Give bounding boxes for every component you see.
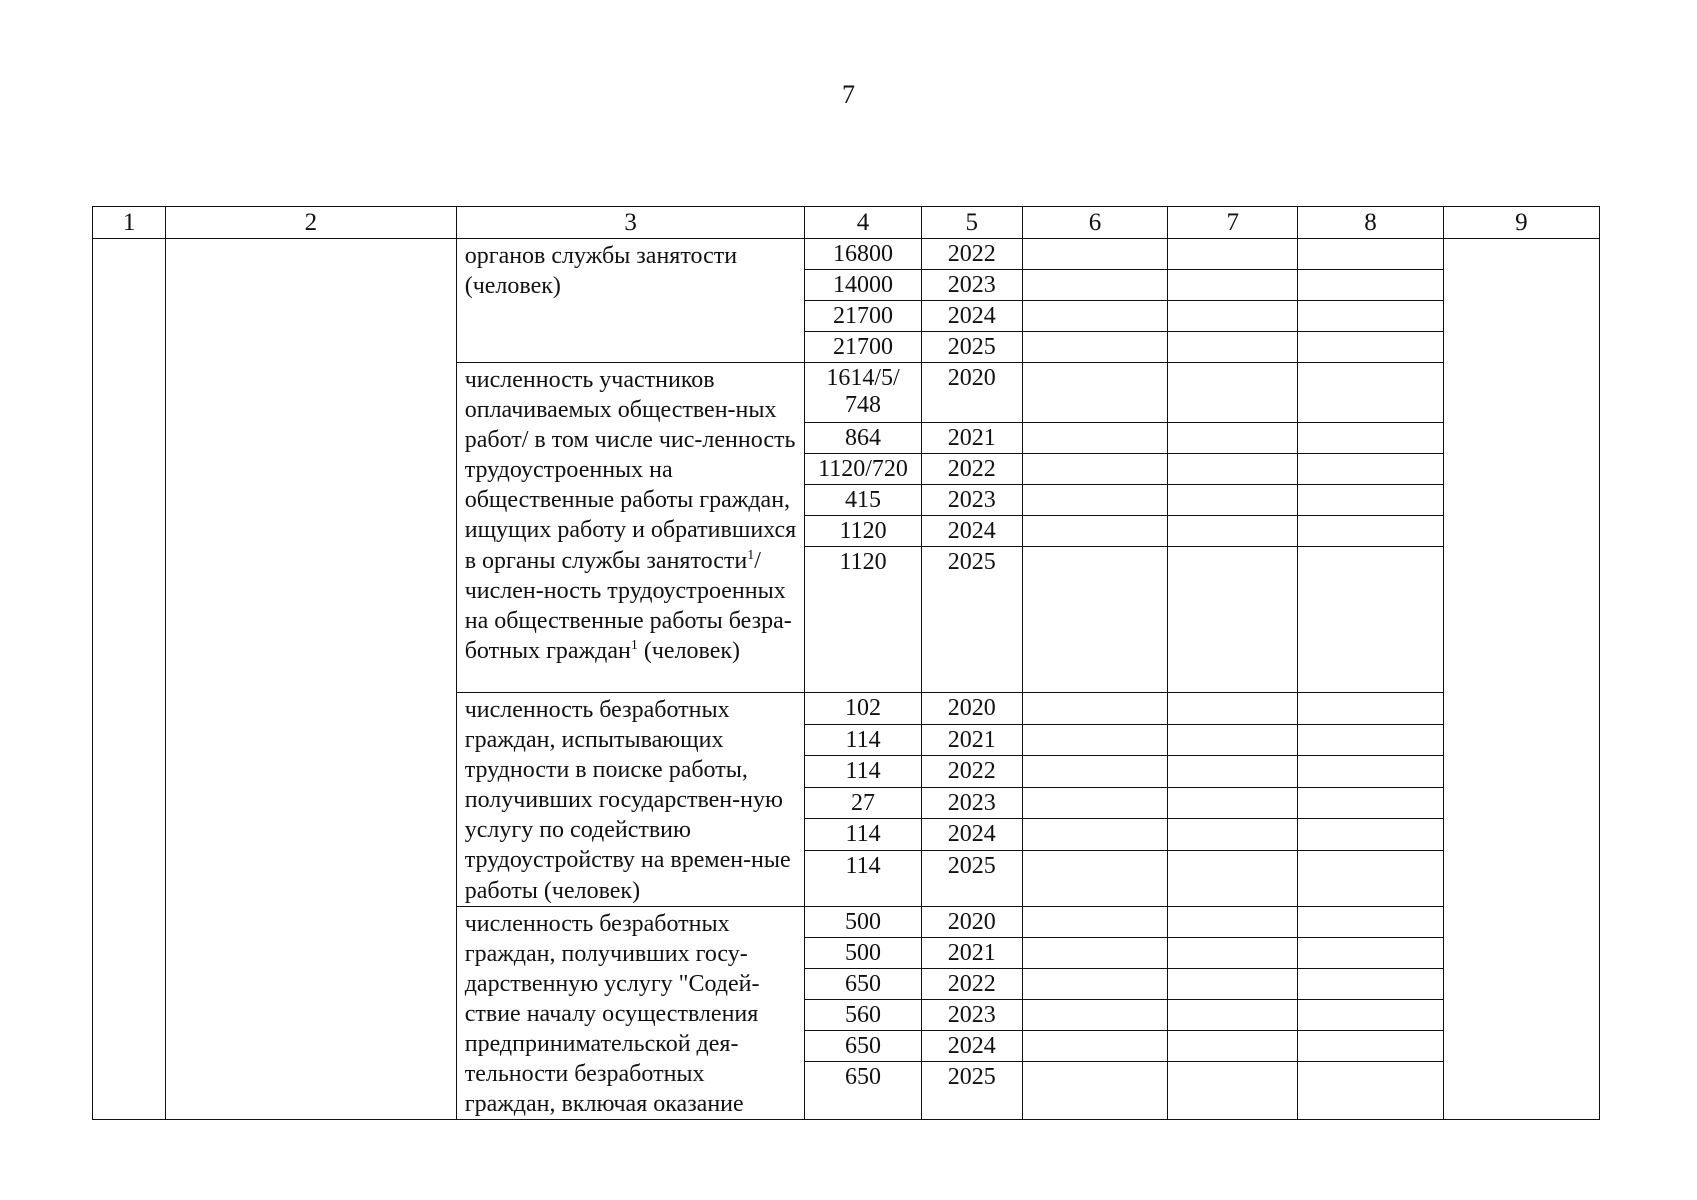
column-header-2: 2 <box>166 207 457 239</box>
indicator-year: 2024 <box>921 1031 1022 1062</box>
cell-col-8 <box>1298 937 1443 968</box>
cell-col-6 <box>1022 363 1167 423</box>
cell-col-8 <box>1298 756 1443 788</box>
cell-col-8 <box>1298 968 1443 999</box>
cell-col-6 <box>1022 270 1167 301</box>
cell-col-7 <box>1168 239 1298 270</box>
cell-col-1 <box>93 239 166 1120</box>
cell-col-7 <box>1168 301 1298 332</box>
cell-col-8 <box>1298 787 1443 819</box>
cell-col-7 <box>1168 270 1298 301</box>
indicator-value: 114 <box>805 724 921 756</box>
indicator-value: 114 <box>805 756 921 788</box>
cell-col-8 <box>1298 270 1443 301</box>
indicator-year: 2021 <box>921 724 1022 756</box>
cell-col-7 <box>1168 454 1298 485</box>
cell-col-7 <box>1168 1031 1298 1062</box>
cell-col-8 <box>1298 724 1443 756</box>
table-row <box>93 239 1600 270</box>
cell-col-6 <box>1022 693 1167 725</box>
column-header-5: 5 <box>921 207 1022 239</box>
indicator-year: 2022 <box>921 968 1022 999</box>
column-header-7: 7 <box>1168 207 1298 239</box>
cell-col-7 <box>1168 547 1298 693</box>
indicator-year: 2023 <box>921 270 1022 301</box>
indicator-year: 2023 <box>921 485 1022 516</box>
indicator-value: 650 <box>805 1062 921 1120</box>
indicator-value: 560 <box>805 999 921 1030</box>
cell-col-8 <box>1298 516 1443 547</box>
page-number: 7 <box>842 80 855 109</box>
indicator-year: 2020 <box>921 906 1022 937</box>
cell-col-7 <box>1168 485 1298 516</box>
column-header-8: 8 <box>1298 207 1443 239</box>
indicator-value: 650 <box>805 1031 921 1062</box>
cell-col-8 <box>1298 547 1443 693</box>
indicator-value: 21700 <box>805 332 921 363</box>
indicator-year: 2020 <box>921 363 1022 423</box>
cell-col-8 <box>1298 423 1443 454</box>
indicator-value: 415 <box>805 485 921 516</box>
indicator-description: органов службы занятости (человек) <box>456 239 805 363</box>
cell-col-9 <box>1443 239 1599 1120</box>
indicator-value: 1120/720 <box>805 454 921 485</box>
cell-col-6 <box>1022 516 1167 547</box>
indicator-value: 27 <box>805 787 921 819</box>
indicator-value: 1120 <box>805 547 921 693</box>
cell-col-6 <box>1022 1062 1167 1120</box>
cell-col-7 <box>1168 1062 1298 1120</box>
cell-col-7 <box>1168 819 1298 851</box>
cell-col-6 <box>1022 819 1167 851</box>
indicator-value: 21700 <box>805 301 921 332</box>
cell-col-7 <box>1168 999 1298 1030</box>
indicator-value: 14000 <box>805 270 921 301</box>
indicator-year: 2020 <box>921 693 1022 725</box>
column-header-9: 9 <box>1443 207 1599 239</box>
cell-col-8 <box>1298 1062 1443 1120</box>
cell-col-6 <box>1022 454 1167 485</box>
cell-col-8 <box>1298 239 1443 270</box>
cell-col-8 <box>1298 819 1443 851</box>
cell-col-6 <box>1022 937 1167 968</box>
indicator-value: 500 <box>805 937 921 968</box>
indicator-year: 2024 <box>921 516 1022 547</box>
indicator-value: 102 <box>805 693 921 725</box>
cell-col-6 <box>1022 968 1167 999</box>
indicator-year: 2021 <box>921 423 1022 454</box>
cell-col-7 <box>1168 693 1298 725</box>
column-header-1: 1 <box>93 207 166 239</box>
cell-col-7 <box>1168 363 1298 423</box>
cell-col-6 <box>1022 301 1167 332</box>
indicator-year: 2025 <box>921 547 1022 693</box>
header-row <box>93 207 1600 239</box>
indicator-value: 114 <box>805 850 921 906</box>
cell-col-7 <box>1168 937 1298 968</box>
cell-col-6 <box>1022 485 1167 516</box>
indicator-description: численность безработных граждан, получивших госу-дарственную услугу "Содей-ствие началу осуществления предпринимательской дея-тельности безработных граждан, включая оказание <box>456 906 805 1120</box>
cell-col-7 <box>1168 516 1298 547</box>
indicator-year: 2022 <box>921 756 1022 788</box>
column-header-4: 4 <box>805 207 921 239</box>
indicator-year: 2025 <box>921 332 1022 363</box>
indicator-description: численность безработных граждан, испытывающих трудности в поиске работы, получивших государствен-ную услугу по содействию трудоустройству на времен-ные работы (человек) <box>456 693 805 907</box>
cell-col-6 <box>1022 239 1167 270</box>
cell-col-8 <box>1298 332 1443 363</box>
cell-col-8 <box>1298 485 1443 516</box>
cell-col-7 <box>1168 968 1298 999</box>
indicator-value: 16800 <box>805 239 921 270</box>
cell-col-8 <box>1298 454 1443 485</box>
cell-col-6 <box>1022 756 1167 788</box>
column-header-3: 3 <box>456 207 805 239</box>
cell-col-6 <box>1022 332 1167 363</box>
cell-col-8 <box>1298 999 1443 1030</box>
cell-col-7 <box>1168 724 1298 756</box>
indicator-value: 500 <box>805 906 921 937</box>
cell-col-8 <box>1298 301 1443 332</box>
column-header-6: 6 <box>1022 207 1167 239</box>
data-table <box>92 206 1600 1120</box>
cell-col-6 <box>1022 850 1167 906</box>
indicator-value: 1614/5/ 748 <box>805 363 921 423</box>
cell-col-7 <box>1168 906 1298 937</box>
cell-col-6 <box>1022 999 1167 1030</box>
indicator-year: 2022 <box>921 454 1022 485</box>
cell-col-2 <box>166 239 457 1120</box>
indicator-year: 2025 <box>921 1062 1022 1120</box>
indicator-value: 864 <box>805 423 921 454</box>
cell-col-6 <box>1022 906 1167 937</box>
indicator-value: 650 <box>805 968 921 999</box>
indicator-year: 2023 <box>921 787 1022 819</box>
indicator-description: численность участников оплачиваемых обществен-ных работ/ в том числе чис-ленность трудоустроенных на общественные работы граждан, ищущих работу и обратившихся в органы службы занятости$^1$/ числен-ность трудоустроенных на общественные работы безра-ботных граждан$^1$ (человек) <box>456 363 805 693</box>
cell-col-7 <box>1168 787 1298 819</box>
indicator-year: 2023 <box>921 999 1022 1030</box>
cell-col-7 <box>1168 423 1298 454</box>
indicator-year: 2024 <box>921 819 1022 851</box>
indicator-value: 114 <box>805 819 921 851</box>
cell-col-6 <box>1022 787 1167 819</box>
cell-col-8 <box>1298 693 1443 725</box>
indicator-value: 1120 <box>805 516 921 547</box>
cell-col-6 <box>1022 1031 1167 1062</box>
cell-col-6 <box>1022 547 1167 693</box>
indicator-year: 2022 <box>921 239 1022 270</box>
cell-col-8 <box>1298 363 1443 423</box>
cell-col-8 <box>1298 850 1443 906</box>
table-body <box>93 239 1600 1120</box>
cell-col-8 <box>1298 906 1443 937</box>
cell-col-6 <box>1022 724 1167 756</box>
cell-col-7 <box>1168 850 1298 906</box>
cell-col-8 <box>1298 1031 1443 1062</box>
cell-col-7 <box>1168 756 1298 788</box>
indicator-year: 2025 <box>921 850 1022 906</box>
cell-col-6 <box>1022 423 1167 454</box>
indicator-year: 2021 <box>921 937 1022 968</box>
indicator-year: 2024 <box>921 301 1022 332</box>
cell-col-7 <box>1168 332 1298 363</box>
